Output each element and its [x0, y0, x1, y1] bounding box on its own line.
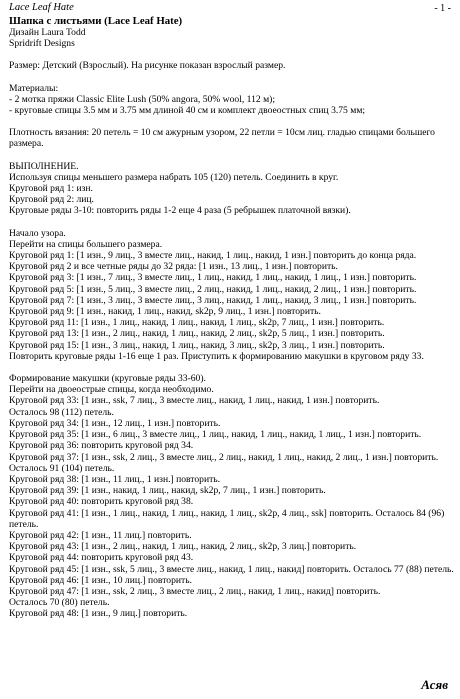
crown-line: Осталось 98 (112) петель.	[9, 406, 114, 418]
crown-line: Осталось 70 (80) петель.	[9, 597, 110, 609]
materials-item: - 2 мотка пряжи Classic Elite Lush (50% angora, 50% wool, 112 м);	[9, 93, 276, 105]
crown-line: Круговой ряд 39: [1 изн., накид, 1 лиц., накид, sk2p, 7 лиц., 1 изн.] повторить.	[9, 485, 326, 497]
pattern-line: Повторить круговые ряды 1-16 еще 1 раз. Приступить к формированию макушки в круговом ряду 33.	[9, 350, 424, 362]
document-body	[9, 15, 457, 620]
crown-line: Круговой ряд 44: повторить круговой ряд 43.	[9, 552, 194, 564]
designer-line: Дизайн Laura Todd	[9, 27, 86, 38]
crown-line: Круговой ряд 48: [1 изн., 9 лиц.] повторить.	[9, 608, 188, 620]
crown-line: Перейти на двоеострые спицы, когда необходимо.	[9, 384, 214, 396]
pattern-line: Перейти на спицы большего размера.	[9, 238, 163, 250]
execution-line: Круговые ряды 3-10: повторить ряды 1-2 еще 4 раза (5 ребрышек платочной вязки).	[9, 205, 351, 217]
crown-line: Круговой ряд 40: повторить круговой ряд 38.	[9, 496, 194, 508]
crown-line: Круговой ряд 45: [1 изн., ssk, 5 лиц., 3 вместе лиц., накид, 1 лиц., накид] повторить. Осталось 77 (88) петель.	[9, 563, 454, 575]
gauge-paragraph: Плотность вязания: 20 петель = 10 см ажурным узором, 22 петли = 10см лиц. гладью спицами большего размера.	[9, 127, 435, 150]
execution-line: Круговой ряд 2: лиц.	[9, 194, 94, 206]
crown-line: Круговой ряд 36: повторить круговой ряд 34.	[9, 440, 194, 452]
materials-heading: Материалы:	[9, 82, 59, 94]
execution-line: Круговой ряд 1: изн.	[9, 183, 93, 195]
crown-line: Круговой ряд 38: [1 изн., 11 лиц., 1 изн.] повторить.	[9, 473, 221, 485]
crown-line: Круговой ряд 33: [1 изн., ssk, 7 лиц., 3 вместе лиц., накид, 1 лиц., накид, 1 изн.] повторить.	[9, 395, 380, 407]
crown-line: Круговой ряд 37: [1 изн., ssk, 2 лиц., 3 вместе лиц., 2 лиц., накид, 1 лиц., накид, 2 лиц., 1 изн.] повторить.	[9, 451, 439, 463]
execution-heading: ВЫПОЛНЕНИЕ.	[9, 160, 79, 172]
pattern-heading: Начало узора.	[9, 227, 66, 239]
pattern-line: Круговой ряд 11: [1 изн., 1 лиц., накид, 1 лиц., накид, 1 лиц., sk2p, 7 лиц., 1 изн.] повторить.	[9, 317, 385, 329]
page-number: - 1 -	[434, 3, 451, 14]
pattern-line: Круговой ряд 9: [1 изн., накид, 1 лиц., накид, sk2p, 9 лиц., 1 изн.] повторить.	[9, 306, 321, 318]
crown-line: Круговой ряд 35: [1 изн., 6 лиц., 3 вместе лиц., 1 лиц., накид, 1 лиц., накид, 1 лиц., 1 изн.] повторить.	[9, 429, 422, 441]
crown-heading: Формирование макушки (круговые ряды 33-60).	[9, 373, 206, 385]
crown-line: Круговой ряд 41: [1 изн., 1 лиц., накид, 1 лиц., накид, 1 лиц., sk2p, 4 лиц., ssk] повторить. Осталось 84 (96) петель.	[9, 507, 445, 530]
crown-line: Круговой ряд 42: [1 изн., 11 лиц.] повторить.	[9, 529, 192, 541]
pattern-line: Круговой ряд 2 и все четные ряды до 32 ряда: [1 изн., 13 лиц., 1 изн.] повторить.	[9, 261, 338, 273]
running-header-title: Lace Leaf Hate	[9, 2, 74, 13]
materials-item: - круговые спицы 3.5 мм и 3.75 мм длиной 40 см и комплект двоеостных спиц 3.75 мм;	[9, 105, 366, 117]
company-line: Spridrift Designs	[9, 38, 75, 50]
crown-line: Круговой ряд 43: [1 изн., 2 лиц., накид, 1 лиц., накид, 2 лиц., sk2p, 3 лиц.] повторить.	[9, 541, 357, 553]
pattern-line: Круговой ряд 13: [1 изн., 2 лиц., накид, 1 лиц., накид, 2 лиц., sk2p, 5 лиц., 1 изн.] повторить.	[9, 328, 385, 340]
pattern-line: Круговой ряд 5: [1 изн., 5 лиц., 3 вместе лиц., 2 лиц., накид, 1 лиц., накид, 2 лиц., 1 изн.] повторить.	[9, 283, 417, 295]
crown-line: Круговой ряд 34: [1 изн., 12 лиц., 1 изн.] повторить.	[9, 417, 221, 429]
document-title: Шапка с листьями (Lace Leaf Hate)	[9, 15, 183, 27]
pattern-line: Круговой ряд 15: [1 изн., 3 лиц., накид, 1 лиц., накид, 3 лиц., sk2p, 3 лиц., 1 изн.] повторить.	[9, 339, 385, 351]
pattern-line: Круговой ряд 3: [1 изн., 7 лиц., 3 вместе лиц., 1 лиц., накид, 1 лиц., накид, 1 лиц., 1 изн.] повторить.	[9, 272, 417, 284]
size-line: Размер: Детский (Взрослый). На рисунке показан взрослый размер.	[9, 60, 286, 72]
crown-line: Осталось 91 (104) петель.	[9, 462, 115, 474]
execution-line: Используя спицы меньшего размера набрать 105 (120) петель. Соединить в круг.	[9, 171, 339, 183]
crown-line: Круговой ряд 46: [1 изн., 10 лиц.] повторить.	[9, 574, 192, 586]
pattern-line: Круговой ряд 1: [1 изн., 9 лиц., 3 вместе лиц., накид, 1 лиц., накид, 1 изн.] повторить до конца ряда.	[9, 250, 417, 262]
pattern-line: Круговой ряд 7: [1 изн., 3 лиц., 3 вместе лиц., 3 лиц., накид, 1 лиц., накид, 3 лиц., 1 изн.] повторить.	[9, 294, 417, 306]
author-signature: Асяв	[421, 677, 448, 692]
crown-line: Круговой ряд 47: [1 изн., ssk, 2 лиц., 3 вместе лиц., 2 лиц., накид, 1 лиц., накид] повторить.	[9, 585, 381, 597]
